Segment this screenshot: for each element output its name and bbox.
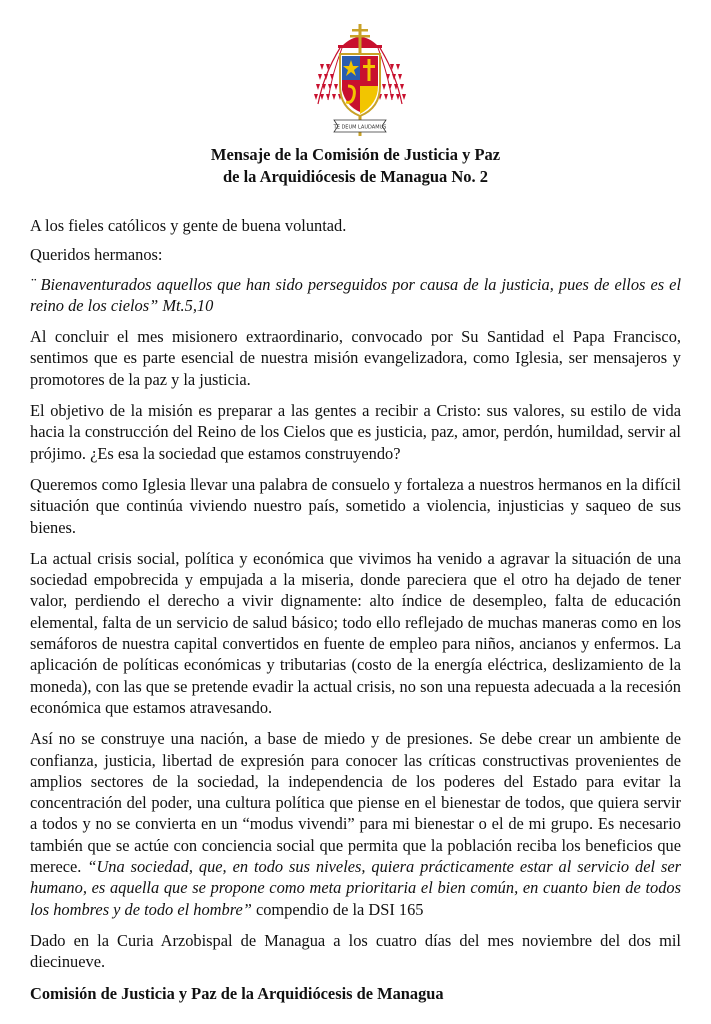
- paragraph-1: Al concluir el mes misionero extraordinario, convocado por Su Santidad el Papa Francisco, sentimos que es parte esencial de nuestra misión evangelizadora, como Iglesia, ser mensajeros y promotores de la paz y la justicia.: [30, 327, 681, 389]
- paragraph-2: El objetivo de la misión es preparar a las gentes a recibir a Cristo: sus valores, su estilo de vida hacia la construcción del Reino de los Cielos que es justicia, paz, amor, perdón, humildad, servir al prójimo. ¿Es esa la sociedad que estamos construyendo?: [30, 401, 681, 463]
- crest-motto: TE DEUM LAUDAMUS: [333, 124, 387, 131]
- opening-quote: [30, 274, 681, 317]
- paragraph-5-text: Así no se construye una nación, a base de miedo y de presiones. Se debe crear un ambiente de confianza, justicia, libertad de expresión para conocer las críticas constructivas provenientes de amplios sectores de la sociedad, la independencia de los poderes del Estado para evitar la concentración del poder, una cultura política que piense en el bienestar de todos, que quiera servir a todos y no se convierta en un “modus vivendi” para mi bienestar o el de mi grupo. Es necesario también que se actúe con conciencia social que permita que la población reciba los beneficios que merece.: [30, 729, 681, 877]
- closing-line: Dado en la Curia Arzobispal de Managua a los cuatro días del mes noviembre del dos mil diecinueve.: [30, 930, 681, 972]
- dsi-source: compendio de la DSI 165: [251, 899, 424, 919]
- document-title: [0, 144, 711, 188]
- document-body: [30, 215, 681, 1014]
- title-line-1: Mensaje de la Comisión de Justicia y Paz: [210, 145, 501, 164]
- paragraph-4: La actual crisis social, política y económica que vivimos ha venido a agravar la situación de una sociedad empobrecida y empujada a la miseria, donde pareciera que el otro ha dejado de tener valor, perdiendo el derecho a vivir dignamente: alto índice de desempleo, falta de educación elemental, falta de un servicio de salud básico; todo ello reflejado de muchas maneras como en los semáforos de nuestra capital convertidos en fuente de empleo para niños, ancianos y enfermos. La aplicación de políticas económicas y tributarias (costo de la energía eléctrica, deslizamiento de la moneda), con las que se pretende evadir la actual crisis, no son una repuesta adecuada a la recesión económica que estamos atravesando.: [30, 548, 681, 717]
- title-line-2: de la Arquidiócesis de Managua No. 2: [222, 167, 489, 186]
- paragraph-3: Queremos como Iglesia llevar una palabra de consuelo y fortaleza a nuestros hermanos en la difícil situación que continúa viviendo nuestro país, sometido a violencia, injusticias y saqueo de sus bienes.: [30, 474, 681, 537]
- beatitude-quote: ¨ Bienaventurados aquellos que han sido perseguidos por causa de la justicia, pues de ellos es el reino de los cielos” Mt.5,10: [30, 274, 681, 315]
- salutation: Queridos hermanos:: [30, 245, 163, 265]
- dsi-quote: “Una sociedad, que, en todo sus niveles, quiera prácticamente estar al servicio del ser humano, es aquella que se propone como meta prioritaria el bien común, en cuanto bien de todos los hombres y de todo el hombre”: [30, 857, 681, 919]
- paragraph-5: [30, 728, 681, 920]
- signature: Comisión de Justicia y Paz de la Arquidiócesis de Managua: [30, 983, 444, 1003]
- greeting: A los fieles católicos y gente de buena voluntad.: [30, 216, 347, 235]
- archdiocese-coat-of-arms-icon: [312, 24, 408, 142]
